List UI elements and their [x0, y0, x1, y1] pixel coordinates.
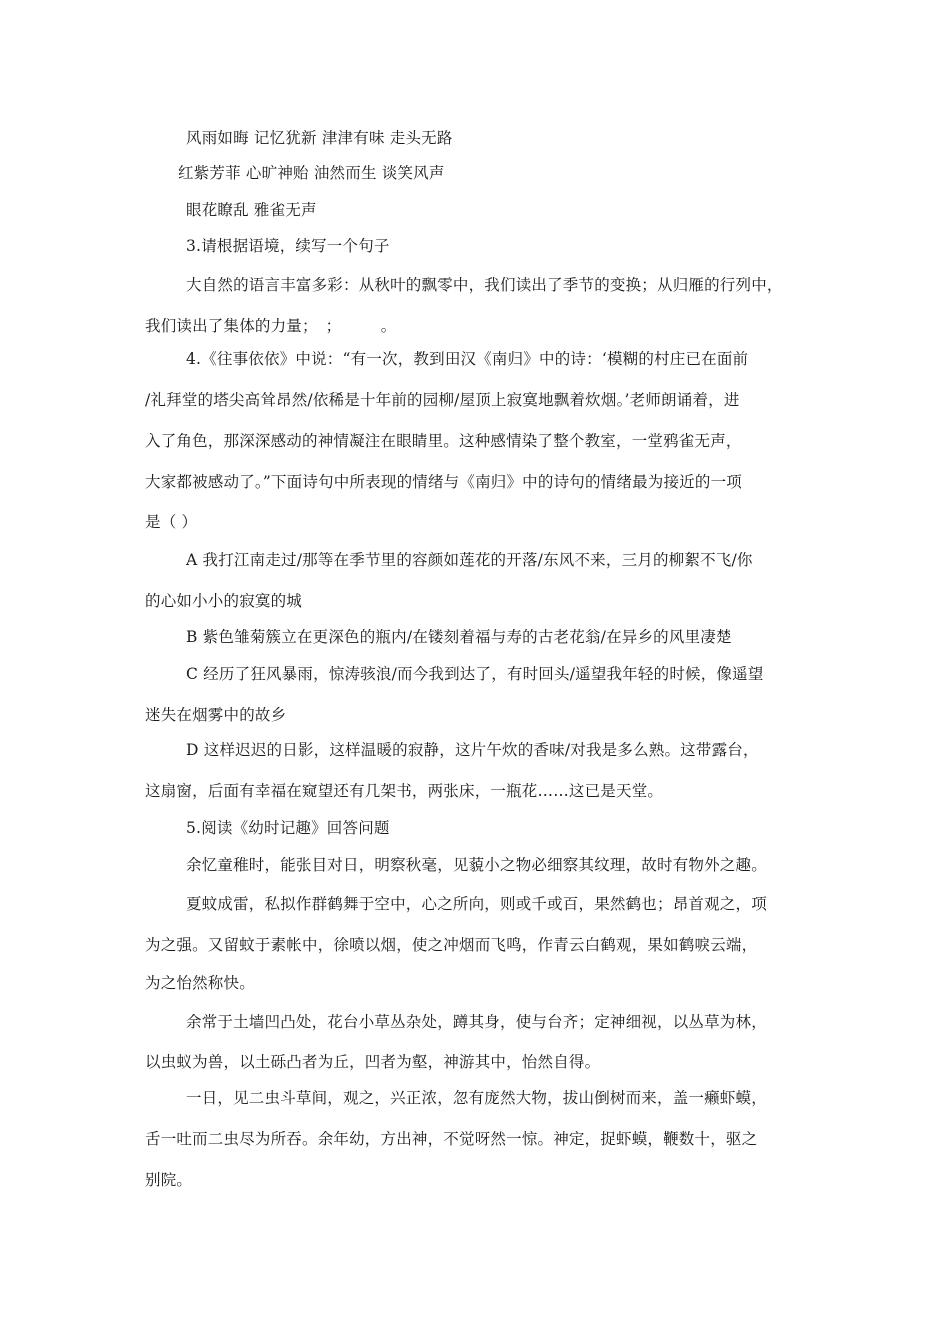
text-line: 的心如小小的寂寞的城 [145, 592, 303, 610]
text-line: 这扇窗，后面有幸福在窥望还有几架书，两张床，一瓶花……这已是天堂。 [145, 782, 664, 800]
text-line: 眼花瞭乱 雅雀无声 [186, 201, 317, 219]
text-line: 为之怡然称快。 [145, 974, 255, 992]
text-line: 别院。 [145, 1171, 193, 1189]
text-line: 迷失在烟雾中的故乡 [145, 706, 287, 724]
question-4-heading: 4.《往事依依》中说：“有一次，教到田汉《南归》中的诗：‘模糊的村庄已在面前 [186, 350, 749, 368]
text-line: 是（ ） [145, 513, 198, 531]
option-d: D 这样迟迟的日影，这样温暖的寂静，这片午炊的香味/对我是多么熟。这带露台， [186, 741, 759, 759]
text-line: 一日，见二虫斗草间，观之，兴正浓，忽有庞然大物，拔山倒树而来，盖一癞虾蟆， [186, 1089, 767, 1107]
text-line: 入了角色，那深深感动的神情凝注在眼睛里。这种感情染了整个教室，一堂鸦雀无声， [145, 432, 742, 450]
option-c: C 经历了狂风暴雨，惊涛骇浪/而今我到达了，有时回头/遥望我年轻的时候，像遥望 [186, 665, 764, 683]
text-line: 我们读出了集体的力量； ； 。 [145, 317, 397, 335]
text-line: 以虫蚁为兽，以土砾凸者为丘，凹者为壑，神游其中，怡然自得。 [145, 1053, 601, 1071]
text-line: 余常于土墙凹凸处，花台小草丛杂处，蹲其身，使与台齐；定神细视，以丛草为林， [186, 1013, 767, 1031]
option-b: B 紫色雏菊簇立在更深色的瓶内/在镂刻着福与寿的古老花翁/在异乡的风里凄楚 [186, 628, 732, 646]
text-line: 余忆童稚时，能张目对日，明察秋毫，见藐小之物必细察其纹理，故时有物外之趣。 [186, 856, 767, 874]
text-line: 风雨如晦 记忆犹新 津津有味 走头无路 [186, 129, 453, 147]
question-3-heading: 3.请根据语境，续写一个句子 [186, 237, 390, 255]
text-line: 大家都被感动了。”下面诗句中所表现的情绪与《南归》中的诗句的情绪最为接近的一项 [145, 473, 742, 491]
text-line: 为之强。又留蚊于素帐中，徐喷以烟，使之冲烟而飞鸣，作青云白鹤观，果如鹤唳云端， [145, 936, 758, 954]
text-line: 大自然的语言丰富多彩：从秋叶的飘零中，我们读出了季节的变换；从归雁的行列中， [186, 276, 783, 294]
text-line: /礼拜堂的塔尖高耸昂然/依稀是十年前的园柳/屋顶上寂寞地飘着炊烟。’老师朗诵着，进 [145, 391, 740, 409]
question-5-heading: 5.阅读《幼时记趣》回答问题 [186, 819, 390, 837]
option-a: A 我打江南走过/那等在季节里的容颜如莲花的开落/东风不来，三月的柳絮不飞/你 [186, 551, 753, 569]
text-line: 舌一吐而二虫尽为所吞。余年幼，方出神，不觉呀然一惊。神定，捉虾蟆，鞭数十，驱之 [145, 1130, 758, 1148]
text-line: 夏蚊成雷，私拟作群鹤舞于空中，心之所向，则或千或百，果然鹤也；昂首观之，项 [186, 895, 767, 913]
text-line: 红紫芳菲 心旷神贻 油然而生 谈笑风声 [178, 164, 445, 182]
